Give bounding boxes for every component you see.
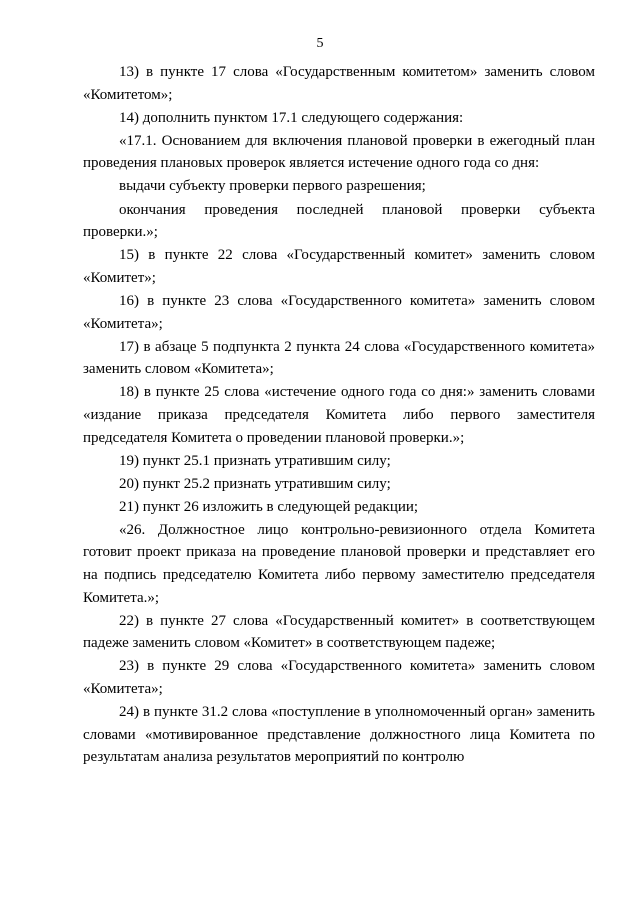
paragraph-22: 22) в пункте 27 слова «Государственный комитет» в соответствующем падеже заменить словом «Комитет» в соответствующем падеже; xyxy=(83,612,595,652)
paragraph-20: 20) пункт 25.2 признать утратившим силу; xyxy=(119,475,391,492)
paragraph-18: 18) в пункте 25 слова «истечение одного года со дня:» заменить словами «издание приказа председателя Комитета либо первого заместителя председателя Комитета о проведении плановой проверки.»; xyxy=(83,384,595,446)
paragraph-19: 19) пункт 25.1 признать утратившим силу; xyxy=(119,452,391,469)
paragraph-23: 23) в пункте 29 слова «Государственного комитета» заменить словом «Комитета»; xyxy=(83,658,595,698)
paragraph-24: 24) в пункте 31.2 слова «поступление в уполномоченный орган» заменить словами «мотивированное представление должностного лица Комитета по результатам анализа результатов мероприятий по контролю xyxy=(83,704,595,766)
paragraph-26-new-text: «26. Должностное лицо контрольно-ревизионного отдела Комитета готовит проект приказа на проведение плановой проверки и представляет его на подпись председателю Комитета либо первому заместителю председателя Комитета.»; xyxy=(83,521,595,606)
paragraph-17-1-first-permit: выдачи субъекту проверки первого разрешения; xyxy=(119,178,426,195)
paragraph-17-1-last-inspection: окончания проведения последней плановой проверки субъекта проверки.»; xyxy=(83,201,595,241)
document-body xyxy=(83,61,595,769)
paragraph-13: 13) в пункте 17 слова «Государственным комитетом» заменить словом «Комитетом»; xyxy=(83,64,595,103)
paragraph-15: 15) в пункте 22 слова «Государственный комитет» заменить словом «Комитет»; xyxy=(83,247,595,286)
paragraph-16: 16) в пункте 23 слова «Государственного комитета» заменить словом «Комитета»; xyxy=(83,292,595,332)
paragraph-21: 21) пункт 26 изложить в следующей редакции; xyxy=(119,498,419,515)
page-number: 5 xyxy=(316,36,324,51)
paragraph-17-1-intro: «17.1. Основанием для включения плановой проверки в ежегодный план проведения плановых проверок является истечение одного года со дня: xyxy=(83,132,595,172)
paragraph-14: 14) дополнить пунктом 17.1 следующего содержания: xyxy=(119,109,464,126)
paragraph-17: 17) в абзаце 5 подпункта 2 пункта 24 слова «Государственного комитета» заменить словом «Комитета»; xyxy=(83,338,595,378)
